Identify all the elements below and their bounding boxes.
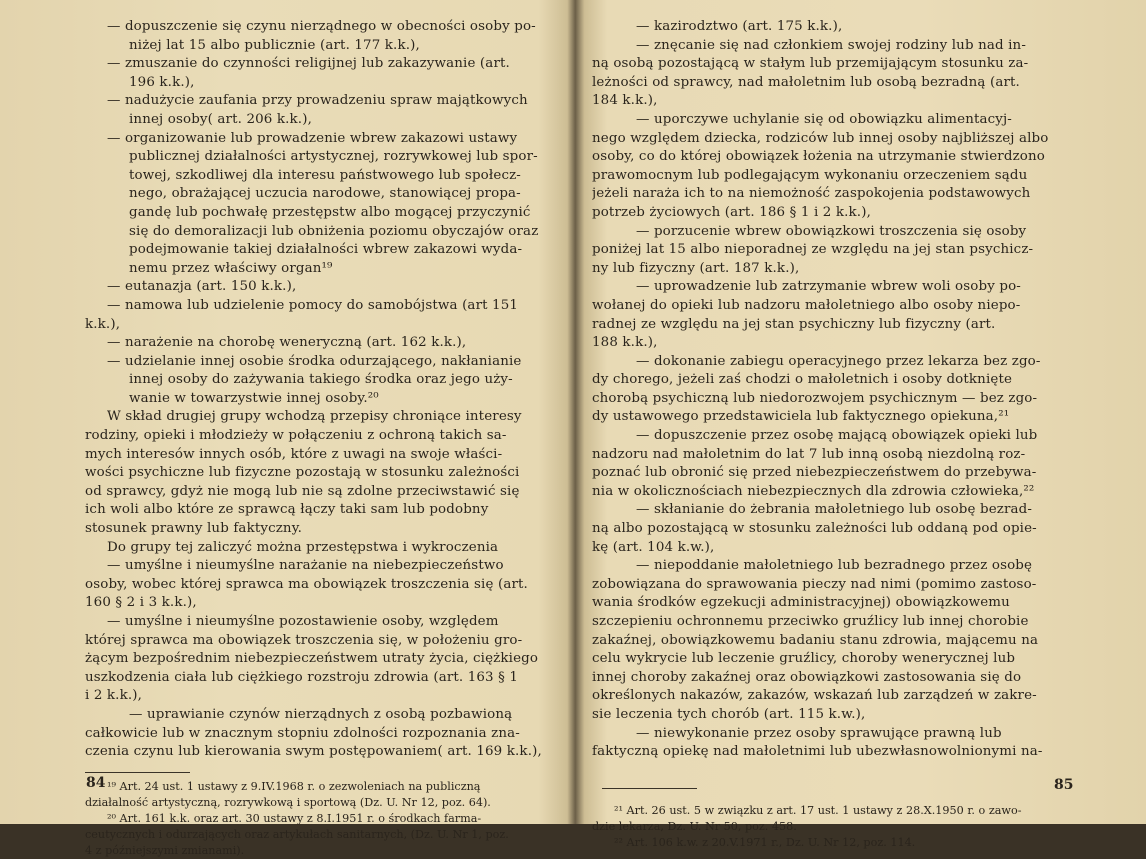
- text-line: stosunek prawny lub faktyczny.: [85, 521, 303, 537]
- text-line: ną osobą pozostającą w stałym lub przemijającym stosunku za-: [592, 56, 1029, 72]
- footnote-line: ²¹ Art. 26 ust. 5 w związku z art. 17 ust. 1 ustawy z 28.X.1950 r. o zawo-: [614, 803, 1022, 817]
- text-line: — porzucenie wbrew obowiązkowi troszczenia się osoby: [636, 223, 1027, 239]
- text-line: ną albo pozostającą w stosunku zależności lub oddaną pod opie-: [592, 521, 1037, 537]
- text-line: — dopuszczenie się czynu nierządnego w obecności osoby po-: [107, 19, 536, 34]
- text-line: żącym bezpośrednim niebezpieczeństwem utraty życia, ciężkiego: [85, 651, 539, 667]
- text-line: gandę lub pochwałę przestępstw albo mogącej przyczynić: [129, 204, 531, 220]
- text-line: całkowicie lub w znacznym stopniu zdolności rozpoznania zna-: [85, 725, 520, 741]
- footnote-line: dzie lekarza, Dz. U. Nr 50, poz. 458.: [592, 819, 797, 833]
- right-page: [576, 0, 1146, 849]
- page-number: 85: [1054, 777, 1074, 793]
- text-line: rodziny, opieki i młodzieży w połączeniu z ochroną takich sa-: [85, 428, 507, 444]
- text-line: nego względem dziecka, rodziców lub innej osoby najbliższej albo: [592, 130, 1049, 146]
- text-line: poniżej lat 15 albo nieporadnej ze względu na jej stan psychicz-: [592, 242, 1034, 258]
- text-line: nadzoru nad małoletnim do lat 7 lub inną osobą niezdolną roz-: [592, 446, 1026, 462]
- text-line: — narażenie na chorobę weneryczną (art. 162 k.k.),: [107, 335, 467, 351]
- footnote-line: działalność artystyczną, rozrywkową i sportową (Dz. U. Nr 12, poz. 64).: [85, 795, 491, 809]
- text-line: — dopuszczenie przez osobę mającą obowiązek opieki lub: [636, 428, 1038, 444]
- text-line: wołanej do opieki lub nadzoru małoletniego albo osoby niepo-: [592, 297, 1021, 313]
- text-line: szczepieniu ochronnemu przeciwko gruźlicy lub innej chorobie: [592, 614, 1029, 629]
- text-line: towej, szkodliwej dla interesu państwowego lub społecz-: [129, 167, 521, 183]
- text-line: ich woli albo które ze sprawcą łączy taki sam lub podobny: [85, 502, 489, 518]
- text-line: — umyślne i nieumyślne pozostawienie osoby, względem: [107, 614, 499, 629]
- text-line: — udzielanie innej osobie środka odurzającego, nakłanianie: [107, 353, 522, 369]
- text-line: — skłanianie do żebrania małoletniego lub osobę bezrad-: [636, 502, 1033, 518]
- text-line: prawomocnym lub podlegającym wykonaniu orzeczeniem sądu: [592, 167, 1028, 183]
- left-page-text: [85, 18, 565, 859]
- text-line: radnej ze względu na jej stan psychiczny lub fizyczny (art.: [592, 316, 996, 332]
- footnote-line: ¹⁹ Art. 24 ust. 1 ustawy z 9.IV.1968 r. o zezwoleniach na publiczną: [107, 779, 481, 793]
- text-line: — eutanazja (art. 150 k.k.),: [107, 279, 297, 295]
- text-line: innej choroby zakaźnej oraz obowiązkowi zastosowania się do: [592, 669, 1022, 685]
- text-line: — znęcanie się nad członkiem swojej rodziny lub nad in-: [636, 37, 1027, 53]
- text-line: czenia czynu lub kierowania swym postępowaniem( art. 169 k.k.),: [85, 744, 542, 760]
- text-line: — uprawianie czynów nierządnych z osobą pozbawioną: [129, 706, 513, 722]
- text-line: Do grupy tej zaliczyć można przestępstwa i wykroczenia: [107, 539, 499, 555]
- right-page-text: [592, 18, 1079, 851]
- text-line: — namowa lub udzielenie pomocy do samobójstwa (art 151: [107, 297, 519, 313]
- text-line: — organizowanie lub prowadzenie wbrew zakazowi ustawy: [107, 130, 518, 146]
- footnote-line: ²⁰ Art. 161 k.k. oraz art. 30 ustawy z 8.I.1951 r. o środkach farma-: [107, 811, 482, 825]
- footnote-line: ²² Art. 106 k.w. z 20.V.1971 r., Dz. U. Nr 12, poz. 114.: [614, 835, 916, 849]
- text-line: celu wykrycie lub leczenie gruźlicy, choroby wenerycznej lub: [592, 651, 1016, 667]
- text-line: uszkodzenia ciała lub ciężkiego rozstroju zdrowia (art. 163 § 1: [85, 669, 519, 685]
- text-line: się do demoralizacji lub obniżenia poziomu obyczajów oraz: [129, 223, 539, 239]
- text-line: kę (art. 104 k.w.),: [592, 539, 715, 555]
- left-page: [0, 0, 570, 857]
- footnote-line: 4 z późniejszymi zmianami).: [85, 843, 245, 857]
- text-line: od sprawcy, gdyż nie mogą lub nie są zdolne przeciwstawić się: [85, 483, 520, 499]
- text-line: innej osoby( art. 206 k.k.),: [129, 111, 312, 127]
- page-number: 84: [86, 775, 106, 791]
- text-line: k.k.),: [85, 316, 121, 332]
- text-line: ny lub fizyczny (art. 187 k.k.),: [592, 260, 800, 276]
- text-line: wania środków egzekucji administracyjnej) obowiązkowemu: [592, 595, 1010, 611]
- text-line: nego, obrażającej uczucia narodowe, stanowiącej propa-: [129, 186, 521, 202]
- text-line: — umyślne i nieumyślne narażanie na niebezpieczeństwo: [107, 558, 504, 574]
- text-line: — niewykonanie przez osoby sprawujące prawną lub: [636, 725, 1002, 741]
- text-line: nemu przez właściwy organ¹⁹: [129, 260, 333, 276]
- text-line: — uporczywe uchylanie się od obowiązku alimentacyj-: [636, 111, 1012, 127]
- text-line: której sprawca ma obowiązek troszczenia się, w położeniu gro-: [85, 632, 523, 648]
- text-line: innej osoby do zażywania takiego środka oraz jego uży-: [129, 372, 513, 388]
- text-line: wości psychiczne lub fizyczne pozostają w stosunku zależności: [85, 465, 520, 481]
- footnote-divider: [85, 772, 190, 773]
- text-line: — dokonanie zabiegu operacyjnego przez lekarza bez zgo-: [636, 353, 1041, 369]
- text-line: — kazirodztwo (art. 175 k.k.),: [636, 19, 843, 34]
- text-line: sie leczenia tych chorób (art. 115 k.w.),: [592, 706, 866, 722]
- text-line: 184 k.k.),: [592, 93, 658, 109]
- text-line: zakaźnej, obowiązkowemu badaniu stanu zdrowia, mającemu na: [592, 632, 1039, 648]
- text-line: 160 § 2 i 3 k.k.),: [85, 595, 197, 611]
- text-line: i 2 k.k.),: [85, 688, 143, 704]
- text-line: poznać lub obronić się przed niebezpieczeństwem do przebywa-: [592, 465, 1037, 481]
- text-line: osoby, wobec której sprawca ma obowiązek troszczenia się (art.: [85, 576, 528, 592]
- text-line: — niepoddanie małoletniego lub bezradnego przez osobę: [636, 558, 1033, 574]
- text-line: niżej lat 15 albo publicznie (art. 177 k.k.),: [129, 37, 420, 53]
- text-line: osoby, co do której obowiązek łożenia na utrzymanie stwierdzono: [592, 149, 1045, 165]
- text-line: podejmowanie takiej działalności wbrew zakazowi wyda-: [129, 242, 523, 258]
- text-line: publicznej działalności artystycznej, rozrywkowej lub spor-: [129, 149, 538, 165]
- footnote-line: ceutycznych i odurzających oraz artykułach sanitarnych, (Dz. U. Nr 1, poz.: [85, 827, 509, 841]
- text-line: leżności od sprawcy, nad małoletnim lub osobą bezradną (art.: [592, 74, 1020, 90]
- text-line: W skład drugiej grupy wchodzą przepisy chroniące interesy: [107, 409, 522, 425]
- text-line: — uprowadzenie lub zatrzymanie wbrew woli osoby po-: [636, 279, 1021, 295]
- text-line: — nadużycie zaufania przy prowadzeniu spraw majątkowych: [107, 93, 528, 109]
- text-line: zobowiązana do sprawowania pieczy nad nimi (pomimo zastoso-: [592, 576, 1037, 592]
- text-line: jeżeli naraża ich to na niemożność zaspokojenia podstawowych: [592, 186, 1031, 202]
- text-line: — zmuszanie do czynności religijnej lub zakazywanie (art.: [107, 56, 510, 72]
- text-line: chorobą psychiczną lub niedorozwojem psychicznym — bez zgo-: [592, 390, 1038, 406]
- text-line: faktyczną opiekę nad małoletnimi lub ubezwłasnowolnionymi na-: [592, 744, 1043, 760]
- text-line: 188 k.k.),: [592, 335, 658, 351]
- text-line: mych interesów innych osób, które z uwagi na swoje właści-: [85, 446, 503, 462]
- text-line: dy ustawowego przedstawiciela lub faktycznego opiekuna,²¹: [592, 409, 1010, 425]
- text-line: 196 k.k.),: [129, 74, 195, 90]
- footnote-divider: [602, 788, 697, 789]
- text-line: dy chorego, jeżeli zaś chodzi o małoletnich i osoby dotknięte: [592, 372, 1013, 388]
- text-line: określonych nakazów, zakazów, wskazań lub zarządzeń w zakre-: [592, 688, 1037, 704]
- text-line: potrzeb życiowych (art. 186 § 1 i 2 k.k.),: [592, 204, 871, 220]
- text-line: nia w okolicznościach niebezpiecznych dla zdrowia człowieka,²²: [592, 483, 1035, 499]
- text-line: wanie w towarzystwie innej osoby.²⁰: [129, 390, 379, 406]
